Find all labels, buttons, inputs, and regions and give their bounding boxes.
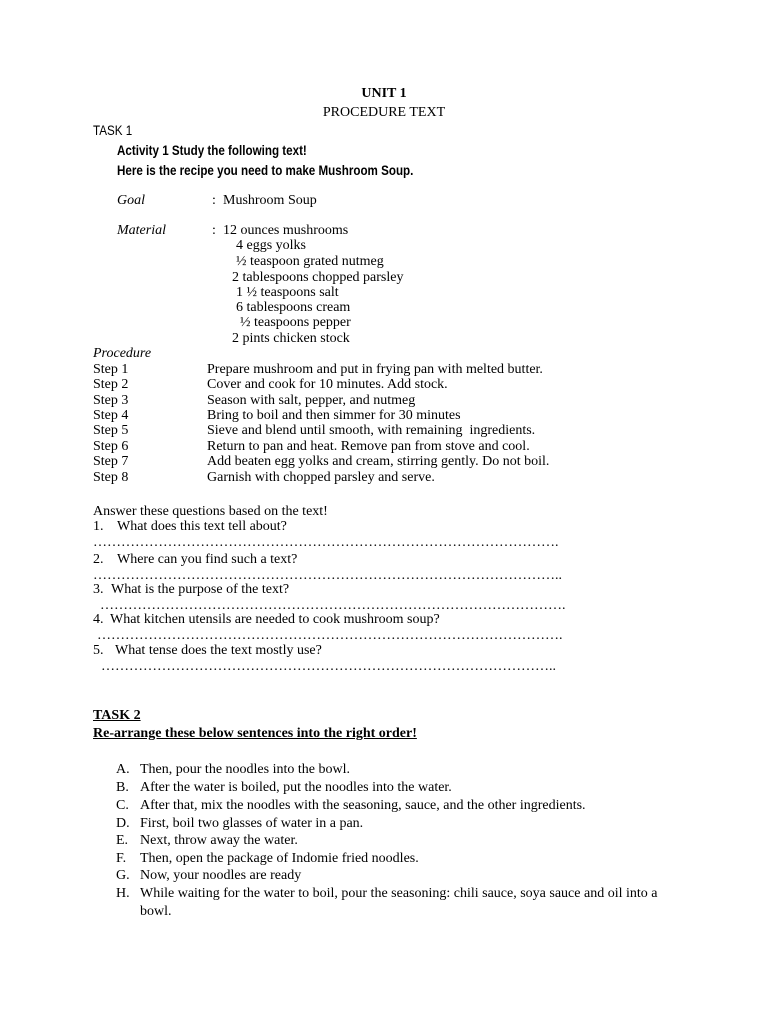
material-item: 2 pints chicken stock (232, 331, 350, 346)
item-letter: D. (116, 816, 130, 831)
item-letter: F. (116, 851, 127, 866)
recipe-intro: Here is the recipe you need to make Mushroom Soup. (117, 162, 414, 178)
answer-line: ………………………………………………………………………………………. (93, 535, 559, 550)
question-text: Where can you find such a text? (117, 552, 298, 567)
material-item: 6 tablespoons cream (236, 300, 351, 315)
procedure-step (0, 454, 768, 470)
procedure-step (0, 377, 768, 393)
goal-row (0, 193, 768, 209)
item-text: Then, pour the noodles into the bowl. (140, 762, 350, 777)
item-letter: B. (116, 780, 129, 795)
task-2-heading: TASK 2 (93, 708, 141, 723)
step-label: Step 3 (93, 393, 129, 408)
goal-label: Goal (117, 193, 145, 208)
item-text: Next, throw away the water. (140, 833, 298, 848)
question-number: 4. (93, 612, 104, 627)
item-text: While waiting for the water to boil, pour the seasoning: chili sauce, soya sauce and oil into a bowl. (140, 886, 658, 919)
step-text: Return to pan and heat. Remove pan from stove and cool. (207, 439, 530, 454)
item-text: Now, your noodles are ready (140, 868, 302, 883)
list-item (0, 885, 768, 919)
item-letter: E. (116, 833, 129, 848)
material-row (0, 223, 768, 239)
answer-line: ………………………………………………………………………………………. (100, 598, 566, 613)
answer-line: …………………………………………………………………………………….. (101, 659, 556, 674)
material-item: 12 ounces mushrooms (223, 223, 349, 238)
material-item: 4 eggs yolks (236, 238, 306, 253)
activity-heading: Activity 1 Study the following text! (117, 142, 307, 158)
item-text: After that, mix the noodles with the seasoning, sauce, and the other ingredients. (140, 798, 586, 813)
list-item (0, 850, 768, 868)
question-text: What is the purpose of the text? (111, 582, 290, 597)
unit-title: UNIT 1 (361, 86, 407, 101)
step-text: Season with salt, pepper, and nutmeg (207, 393, 416, 408)
answer-line: ………………………………………………………………………………………. (97, 628, 563, 643)
item-letter: C. (116, 798, 129, 813)
procedure-step (0, 393, 768, 409)
material-label: Material (117, 223, 166, 238)
material-separator: : (212, 223, 216, 238)
procedure-step (0, 408, 768, 424)
list-item (0, 797, 768, 815)
material-item: 2 tablespoons chopped parsley (232, 270, 404, 285)
material-item: 1 ½ teaspoons salt (236, 285, 339, 300)
question-text: What does this text tell about? (117, 519, 287, 534)
step-text: Garnish with chopped parsley and serve. (207, 470, 435, 485)
step-label: Step 7 (93, 454, 129, 469)
step-text: Bring to boil and then simmer for 30 minutes (207, 408, 461, 423)
step-text: Add beaten egg yolks and cream, stirring gently. Do not boil. (207, 454, 550, 469)
question-item (0, 643, 768, 659)
question-text: What kitchen utensils are needed to cook mushroom soup? (110, 612, 440, 627)
question-item (0, 552, 768, 568)
question-item (0, 612, 768, 628)
goal-value: Mushroom Soup (223, 193, 317, 208)
question-text: What tense does the text mostly use? (115, 643, 322, 658)
step-text: Sieve and blend until smooth, with remaining ingredients. (207, 423, 536, 438)
question-number: 2. (93, 552, 104, 567)
step-label: Step 6 (93, 439, 129, 454)
list-item (0, 779, 768, 797)
item-text: Then, open the package of Indomie fried noodles. (140, 851, 419, 866)
procedure-step (0, 362, 768, 378)
item-text: After the water is boiled, put the noodles into the water. (140, 780, 452, 795)
step-label: Step 1 (93, 362, 129, 377)
list-item (0, 815, 768, 833)
material-item: ½ teaspoons pepper (240, 315, 351, 330)
procedure-step (0, 439, 768, 455)
list-item (0, 761, 768, 779)
question-number: 3. (93, 582, 104, 597)
material-item: ½ teaspoon grated nutmeg (236, 254, 384, 269)
task-2-instruction: Re-arrange these below sentences into the right order! (93, 726, 417, 741)
step-text: Cover and cook for 10 minutes. Add stock. (207, 377, 448, 392)
list-item (0, 832, 768, 850)
question-number: 5. (93, 643, 104, 658)
item-letter: G. (116, 868, 130, 883)
unit-subtitle: PROCEDURE TEXT (322, 105, 446, 120)
item-letter: A. (116, 762, 130, 777)
item-text: First, boil two glasses of water in a pan. (140, 816, 364, 831)
list-item (0, 867, 768, 885)
item-letter: H. (116, 886, 130, 901)
procedure-step (0, 470, 768, 486)
goal-separator: : (212, 193, 216, 208)
question-number: 1. (93, 519, 104, 534)
step-label: Step 8 (93, 470, 129, 485)
step-label: Step 5 (93, 423, 129, 438)
questions-instruction: Answer these questions based on the text! (93, 504, 328, 519)
procedure-step (0, 423, 768, 439)
task-1-heading: TASK 1 (93, 122, 133, 138)
answer-line: ……………………………………………………………………………………….. (93, 568, 562, 583)
step-label: Step 2 (93, 377, 129, 392)
question-item (0, 582, 768, 598)
step-text: Prepare mushroom and put in frying pan with melted butter. (207, 362, 543, 377)
step-label: Step 4 (93, 408, 129, 423)
procedure-label: Procedure (93, 346, 152, 361)
question-item (0, 519, 768, 535)
